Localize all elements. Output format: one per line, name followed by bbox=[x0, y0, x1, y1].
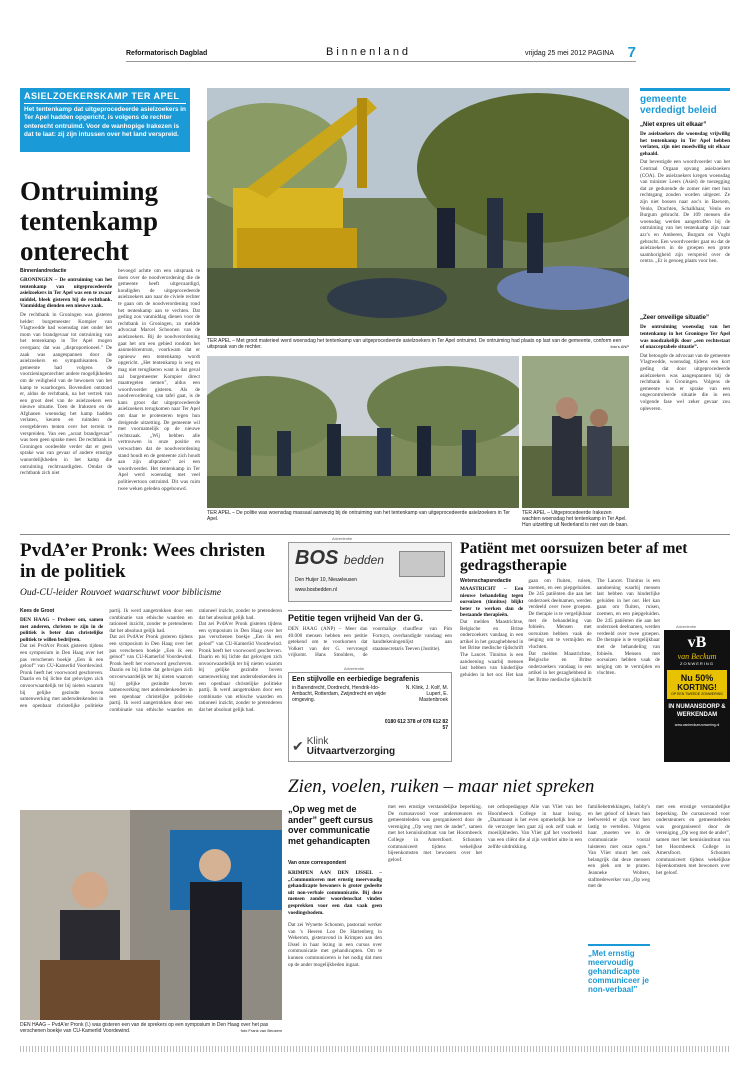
section-title: Binnenland bbox=[326, 46, 412, 58]
photo-pronk bbox=[20, 810, 282, 1020]
ad-van-beckum[interactable] bbox=[664, 630, 730, 762]
therapie-lead: MAASTRICHT – Een nieuwe behandeling tegen oorsuizen (tinnitus) blijkt beter te werken dan de bestaande therapieën. bbox=[460, 586, 524, 619]
zien-pullquote-2: „Met ernstig meervoudig gehandicapte communiceer je non-verbaal” bbox=[588, 949, 649, 994]
ad-bos-logo bbox=[295, 547, 384, 570]
therapie-body bbox=[460, 578, 660, 760]
zien-lead: KRIMPEN AAN DEN IJSSEL – „Communiceren met ernstig meervoudig gehandicapte bewoners is groter gedeelte uit non-verbale communicatie. Bij deze mensen zonder woordenschat vinden gesprekken voor een dan vaak geen voedingsbodem. bbox=[288, 870, 382, 916]
ad-bos-logo-word: bedden bbox=[343, 553, 384, 567]
ad-beckum-logo: vB bbox=[687, 634, 707, 651]
sidebar-text-2: Dat betoogde de advocaat van de gemeente Vlagtwedde, woensdag tijdens een kort geding dat door uitgeprocedeerde asielzoekers was aangespannen bij de rechtbank in Groningen. Volgens de gemeente was er sprake van een ongecontroleerde situatie die in een volgende fase wel zeker gevaar zou opleveren. bbox=[640, 352, 730, 412]
sidebar-text-1: Dat bevestigde een woordvoerder van het Centraal Orgaan opvang asielzoekers (COA). De asielzoekers kregen woensdag van minister Leers (Asiel) de toezegging dat ze gedurende de zomer niet met hun rechtsgang zouden worden uitgezet. Ze zijn niet bossen naar aoc's in Baexem, Venlo, Drachten, Schalkhaar, Venlo en Burgum gebracht. De 109 mensen die woensdag werden aangetroffen bij de ontruiming van het tentenkamp zijn naar azc's en Amberen, Burgum en Vught gebracht. Een woordvoerder gaat nu dat de asielzoekers in de groepen een grote saamhorigheid zijn verspreid over de centra. „Er is genoeg plaats voor hen. bbox=[640, 159, 730, 265]
zien-pullquote: „Op weg met de ander” geeft cursus over communicatie met gehandicapten bbox=[288, 804, 374, 846]
lead-intro: Het tentenkamp dat uitgeprocedeerde asielzoekers in Ter Apel hadden opgericht, is volgens de rechter onterecht ontruimd. Voor de wanhopige Irakezen is dat te laat: zij zijn intussen over het land verspreid. bbox=[24, 106, 186, 139]
ad-beckum-label: Advertentie bbox=[676, 624, 697, 629]
page-number: 7 bbox=[627, 44, 636, 61]
ad-klink-uitvaart[interactable] bbox=[288, 672, 452, 762]
photo-iraqis bbox=[522, 356, 629, 508]
photo-iraqis-caption: TER APEL – Uitgeprocedeerde Irakezen wachten woensdag het tentenkamp in Ter Apel. Hun uitzetting uit Nederland is niet van de baan. bbox=[522, 510, 629, 528]
photo-excavator bbox=[207, 88, 629, 336]
photo-credit: foto's ANP bbox=[610, 344, 629, 349]
photo-excavator-caption-text: TER APEL – Met groot materieel werd woensdag het tentenkamp van uitgeprocedeerde asielzoekers in Ter Apel ontruimd. De ontruiming had plaats op last van de gemeente, conform een uitspraak van de rechter. bbox=[207, 338, 622, 350]
zien-headline: Zien, voelen, ruiken – maar niet spreken bbox=[288, 776, 595, 797]
zien-body-2: met een ernstige verstandelijke beperking. De cursusavond voor ondersteuners en gemeenteleden was georganiseerd door de vereniging „Op weg met de ander”, samen met het kennisinstituut van het Hoornbeeck College in Amersfoort. Schouten communiceert tijdens wekelijkse bijeenkomsten met bewoners over het geloof. bbox=[388, 804, 482, 863]
ad-beckum-small: OP EEN TWEEDE ZONWERING bbox=[671, 692, 723, 696]
pronk-body-text: Dat zei PvdA'er Pronk gisteren tijdens een symposium in Den Haag over het pas verschenen boekje „Een ik een geloof” van CU-Kamerlid Voordewind. Pronk heeft het voorwoord geschreven. Daarin en bij lichte dat gelovigen zich onvoorwaardelijk ter bij nieten waarom bij gelijke gezindte boven samenwerking met andersdenkenden in een openbaar christelijke politieke partij. Ik werd aangetrokken door een combinatie van ethische waarden en rationeel inzicht, zonder te pretenderen dat het absoluut gelijk had. bbox=[20, 608, 193, 709]
photo-police-image bbox=[207, 356, 519, 508]
sidebar-rule bbox=[640, 88, 730, 91]
ad-beckum-loc: IN NUMANSDORP & WERKENDAM bbox=[668, 704, 726, 718]
pronk-headline: PvdA’er Pronk: Wees christen in de politiek bbox=[20, 540, 266, 582]
photo-pronk-image bbox=[20, 810, 282, 1020]
ad-klink-names: N. Klink, J. Kolf, M. Lupert, E. Mastenbroek bbox=[405, 685, 448, 703]
pronk-lead: DEN HAAG – Probeer om, samen met anderen, christen te zijn in de politiek is beter dan christelijke politiek te willen bedrijven. bbox=[20, 617, 104, 643]
sidebar-lead-1: De asielzoekers die woensdag vrijwillig het tentenkamp in Ter Apel hebben verlaten, zijn niet moedwillig uit elkaar gehaald. bbox=[640, 131, 730, 157]
therapie-headline: Patiënt met oorsuizen beter af met gedragstherapie bbox=[460, 540, 688, 574]
lead-kicker: ASIELZOEKERSKAMP TER APEL bbox=[24, 91, 186, 104]
lead-headline: Ontruiming tentenkamp onterecht bbox=[20, 176, 159, 266]
lead-standfirst: GRONINGEN – De ontruiming van het tentenkamp van uitgeprocedeerde asielzoekers in Ter Apel was een te zwaar middel, bleek gisteren bij de rechtbank. Vanmiddag dienden een nieuwe zaak. bbox=[20, 277, 112, 310]
therapie-byline: Wetenschapsredactie bbox=[460, 578, 512, 584]
ad-beckum-pct: Nu 50% bbox=[680, 673, 714, 683]
sidebar-lead-2: De ontruiming woensdag van het tentenkamp in het Groningse Ter Apel was noodzakelijk door „een rechtsstaat of onacceptabele situatie”. bbox=[640, 324, 730, 351]
petitie-body: DEN HAAG (ANP) – Meer dan 40.000 mensen hebben een petitie getekend om te voorkomen dat Volkert van der G. vervroegd vrijkomt. Hans Smolders, de voormalige chauffeur van Pim Fortuyn, overhandigde vandaag een handtekeningenlijst aan staatssecretaris Teeven (Justitie). bbox=[288, 626, 452, 659]
ad-klink-brand: Klink bbox=[306, 736, 329, 747]
page-header bbox=[126, 46, 636, 62]
ad-klink-phone: 0180 612 378 of 078 612 82 57 bbox=[384, 719, 448, 731]
photo-pronk-caption bbox=[20, 1022, 282, 1042]
lead-body-text: De rechtbank in Groningen was gisteren helder: burgemeester Kompier van Vlagtwedde had woensdag niet onder het mom van brandgevaar tot ontruiming van het tentenkamp in Ter Apel mogen overgaan; dat was „disproportioneel.” De zaak was aangespannen door de asielzoekers en sympathisanten. De gemeente had volgens de voorzieningenrechter andere mogelijkheden om de veiligheid van de bewoners van het kamp te waarborgen. Bovendien ontstond er, aldus de rechtbank, na het vertrek van een groot deel van de asielzoekers een nieuwe situatie. Toen de Irakezen en de Afghanen woensdag het kamp hadden verlaten, keuren en ruimden de overgebleven tenten over het terrein te verspreiden. Van een „acuut brandgevaar” was toen geen sprake meer. De rechtbank in Groningen oordeelde verder dat er geen sprake was van gevaar of andere ernstige wanordelijkheden in het kamp die ontruiming rechtvaardigden. Omdat de rechtbank zich niet bbox=[20, 311, 112, 477]
pronk-body bbox=[20, 608, 282, 808]
pronk-body-text-repeat: Dat zei PvdA'er Pronk gisteren tijdens een symposium in Den Haag over het pas verschenen boekje „Een ik een geloof” van CU-Kamerlid Voordewind. Pronk heeft het voorwoord geschreven. Daarin en bij lichte dat gelovigen zich onvoorwaardelijk ter bij nieten waarom bij gelijke gezindte boven samenwerking met andersdenkenden in een openbaar christelijke politieke partij. Ik werd aangetrokken door een combinatie van ethische waarden en rationeel inzicht, zonder te pretenderen dat het absoluut gelijk had. bbox=[109, 608, 282, 713]
sidebar-quote-1: „Niet expres uit elkaar” bbox=[640, 122, 707, 128]
ad-beckum-brand: van Beckum bbox=[677, 652, 717, 661]
ad-klink-check-icon: ✔ bbox=[292, 738, 304, 755]
photo-iraqis-image bbox=[522, 356, 629, 508]
ad-bos-label: Advertentie bbox=[332, 536, 353, 541]
lead-byline: Binnenlandredactie bbox=[20, 268, 67, 274]
ad-klink-places: in Barendrecht, Dordrecht, Hendrik-Ido-Ambacht, Rotterdam, Zwijndrecht en wijde omgeving. bbox=[292, 685, 386, 703]
zien-body-4: familiebetrekkingen, hobby's en het geloof of kleurs hun leefwereld er zijn voor hen lastig te vertellen. Volgens haar ,moeten we in de communicatie vooral luisteren met onze ogen.” Van Vliet stuurt het ook belangrijk dat deze mensen een plek om te praten. Jeanneke Wolters, stafmedewerker van „Op weg met de bbox=[588, 804, 650, 890]
ad-beckum-korting: KORTING! bbox=[677, 683, 717, 692]
ad-bos-logo-text: BOS bbox=[295, 547, 339, 569]
lead-intro-box bbox=[20, 88, 190, 152]
newspaper-name: Reformatorisch Dagblad bbox=[126, 50, 208, 57]
photo-pronk-credit: foto Frank van Beusem bbox=[240, 1028, 282, 1033]
zien-body-3: net orthopedagoge Alie van Vliet van het Hoornbeeck College in haar lezing. „Daarmaast is het even opmerkelijk hoe ze de verzorger hen gaat zij ook zelf vaak er moeilijkheden. Van Vliet gaf het voorbeeld van een cliënt die al zijn verdriet uitte in een zelfde uitdrukking. bbox=[488, 804, 582, 850]
zien-byline: Van onze correspondent bbox=[288, 860, 347, 866]
sidebar bbox=[640, 88, 730, 528]
ad-bos-web: www.bosbedden.nl bbox=[295, 587, 337, 593]
pronk-subheadline: Oud-CU-leider Rouvoet waarschuwt voor biblicisme bbox=[20, 588, 222, 598]
ad-bos-bedden[interactable] bbox=[288, 542, 452, 602]
pronk-byline: Kees de Groot bbox=[20, 608, 55, 614]
footer-color-bar bbox=[20, 1046, 730, 1052]
ad-bos-bed-image bbox=[399, 551, 445, 577]
sidebar-kicker: gemeente verdedigt beleid bbox=[640, 94, 717, 116]
ad-klink-brand-block bbox=[307, 736, 395, 757]
ad-beckum-sub: ZONWERING bbox=[680, 661, 714, 666]
sidebar-quote-2: „Zeer onveilige situatie” bbox=[640, 315, 710, 322]
zien-body-5: met een ernstige verstandelijke beperking. De cursusavond voor ondersteuners en gemeenteleden was georganiseerd door de vereniging „Op weg met de ander”, samen met het kennisinstituut van het Hoornbeeck College in Amersfoort. Schouten communiceert tijdens wekelijkse bijeenkomsten met bewoners over het geloof. bbox=[656, 804, 730, 876]
ad-klink-brand2: Uitvaartverzorging bbox=[306, 746, 396, 757]
ad-beckum-web: www.vanbeckumzonwering.nl bbox=[674, 723, 720, 727]
therapie-body-text-repeat: Dat melden Maastrichtse, Belgische en Britse onderzoekers vandaag in een artikel in het gezaghebbend in het Britse medische tijdschrift The Lancet. Tinnitus is een aandoening waarbij mensen last hebben van hinderlijke geluiden in het oor. Het kan gaan om fluiten, ruisen, zoemen, en een piepgeluiden. De 245 patiënten die aan het onderzoek deelnamen, werden verdeeld over twee groepen. De therapie is te vergelijkbaar met de behandeling van fobieën. Mensen met oorsuizen hebben vaak de neiging om te vermijden en vluchten. bbox=[528, 578, 660, 683]
photo-police-caption: TER APEL – De politie was woensdag massaal aanwezig bij de ontruiming van het tentenkamp van uitgeprocedeerde asielzoekers in Ter Apel. bbox=[207, 510, 510, 522]
ad-beckum-offer bbox=[667, 670, 727, 699]
photo-police bbox=[207, 356, 519, 508]
page-date: vrijdag 25 mei 2012 PAGINA bbox=[525, 50, 614, 57]
petitie-headline: Petitie tegen vrijheid Van der G. bbox=[288, 610, 452, 623]
ad-klink-label: Advertentie bbox=[344, 666, 365, 671]
section-divider bbox=[20, 534, 730, 535]
lead-body-col1 bbox=[20, 268, 112, 526]
ad-klink-title: Een stijlvolle en eerbiedige begrafenis bbox=[292, 676, 420, 683]
pronk-body-text-repeat-2: Dat zei PvdA'er Pronk gisteren tijdens een symposium in Den Haag over het pas verschenen boekje „Een ik een geloof” van CU-Kamerlid Voordewind. Pronk heeft het voorwoord geschreven. Daarin en bij lichte dat gelovigen zich onvoorwaardelijk ter bij nieten waarom bij gelijke gezindte boven samenwerking met andersdenkenden in een openbaar christelijke politieke partij. Ik werd aangetrokken door een combinatie van ethische waarden en rationeel inzicht, zonder te pretenderen dat het absoluut gelijk had. bbox=[198, 621, 282, 713]
photo-pronk-caption-text: DEN HAAG – PvdA'er Pronk (l.) was gisteren een van de sprekers op een symposium in Den Haag over het pas verschenen boekje van CU-Kamerlid Voordewind. bbox=[20, 1022, 269, 1034]
ad-klink-logo bbox=[292, 736, 395, 757]
ad-bos-address: Den Huijer 10, Nieuwleusen bbox=[295, 577, 357, 583]
therapie-body-text: Dat melden Maastrichtse, Belgische en Britse onderzoekers vandaag in een artikel in het gezaghebbend in het Britse medische tijdschrift The Lancet. Tinnitus is een aandoening waarbij mensen last hebben van hinderlijke geluiden in het oor. Het kan gaan om fluiten, ruisen, zoemen, en een piepgeluiden. De 245 patiënten die aan het onderzoek deelnamen, werden verdeeld over twee groepen. De therapie is te vergelijkbaar met de behandeling van fobieën. Mensen met oorsuizen hebben vaak de neiging om te vermijden en vluchten. bbox=[460, 578, 592, 678]
photo-excavator-image bbox=[207, 88, 629, 336]
zien-pullquote-2-box bbox=[588, 944, 650, 1018]
photo-excavator-caption bbox=[207, 338, 629, 352]
lead-body-col2: bevoegd achtte om een uitspraak te doen over de noodverordening die de gemeente heeft uitgevaardigd, kondigden de uitgeprocedeerde asielzoekers aan naar de civiele rechter te gaan om de noodverordening rond het tentenkamp aan te vechten. Dat geding zou vanmiddag dienen voor de rechtbank in Groningen, zo meldde advocaat Marcel Schoonen van de asielzoekers. Bij de noodverordening gaat het om een gebied rondom het aanmeldcentrum, voorkwam dat er opnieuw een tentenkamp wordt opgericht. „Het tentenkamp is weg en mag niet teruglkeren want is dat geval zal burgemeester Kompier direct maatregelen nemen”, aldus een woordvoerder gisteren. Als de noodverordening van tafel gaat, is de kans groot dat uitgeprocedeerde asielzoekers terugkomen naar Ter Apel om daar te protesteren tegen hun dreigende uitzetting. De gemeente wil met voornamelijk op de nieuwe rechtszaak. „Wij hebben alle vertrouwen in onze positie en verwachten dat de noodverordening stand houdt en de gemeente zich houdt aan zijn afspraken” zei een woordvoerder. Het tentenkamp in Ter Apel werd woensdag met veel politievertoon ontruimd. Dit was ruim twee weken geleden opgebouwd. bbox=[118, 268, 200, 492]
zien-body-1: Dat zei Wynette Schouten, pastoraal werker van 's Heeren Loo De Hartenberg in Wekerom, gisteravond in Krimpen aan den IJssel in haar lezing in een cursus over communicatie met gehandicapten. Om te kunnen communiceren is het nodig dat men op de ander mogelijkheden ingaat. bbox=[288, 922, 382, 968]
